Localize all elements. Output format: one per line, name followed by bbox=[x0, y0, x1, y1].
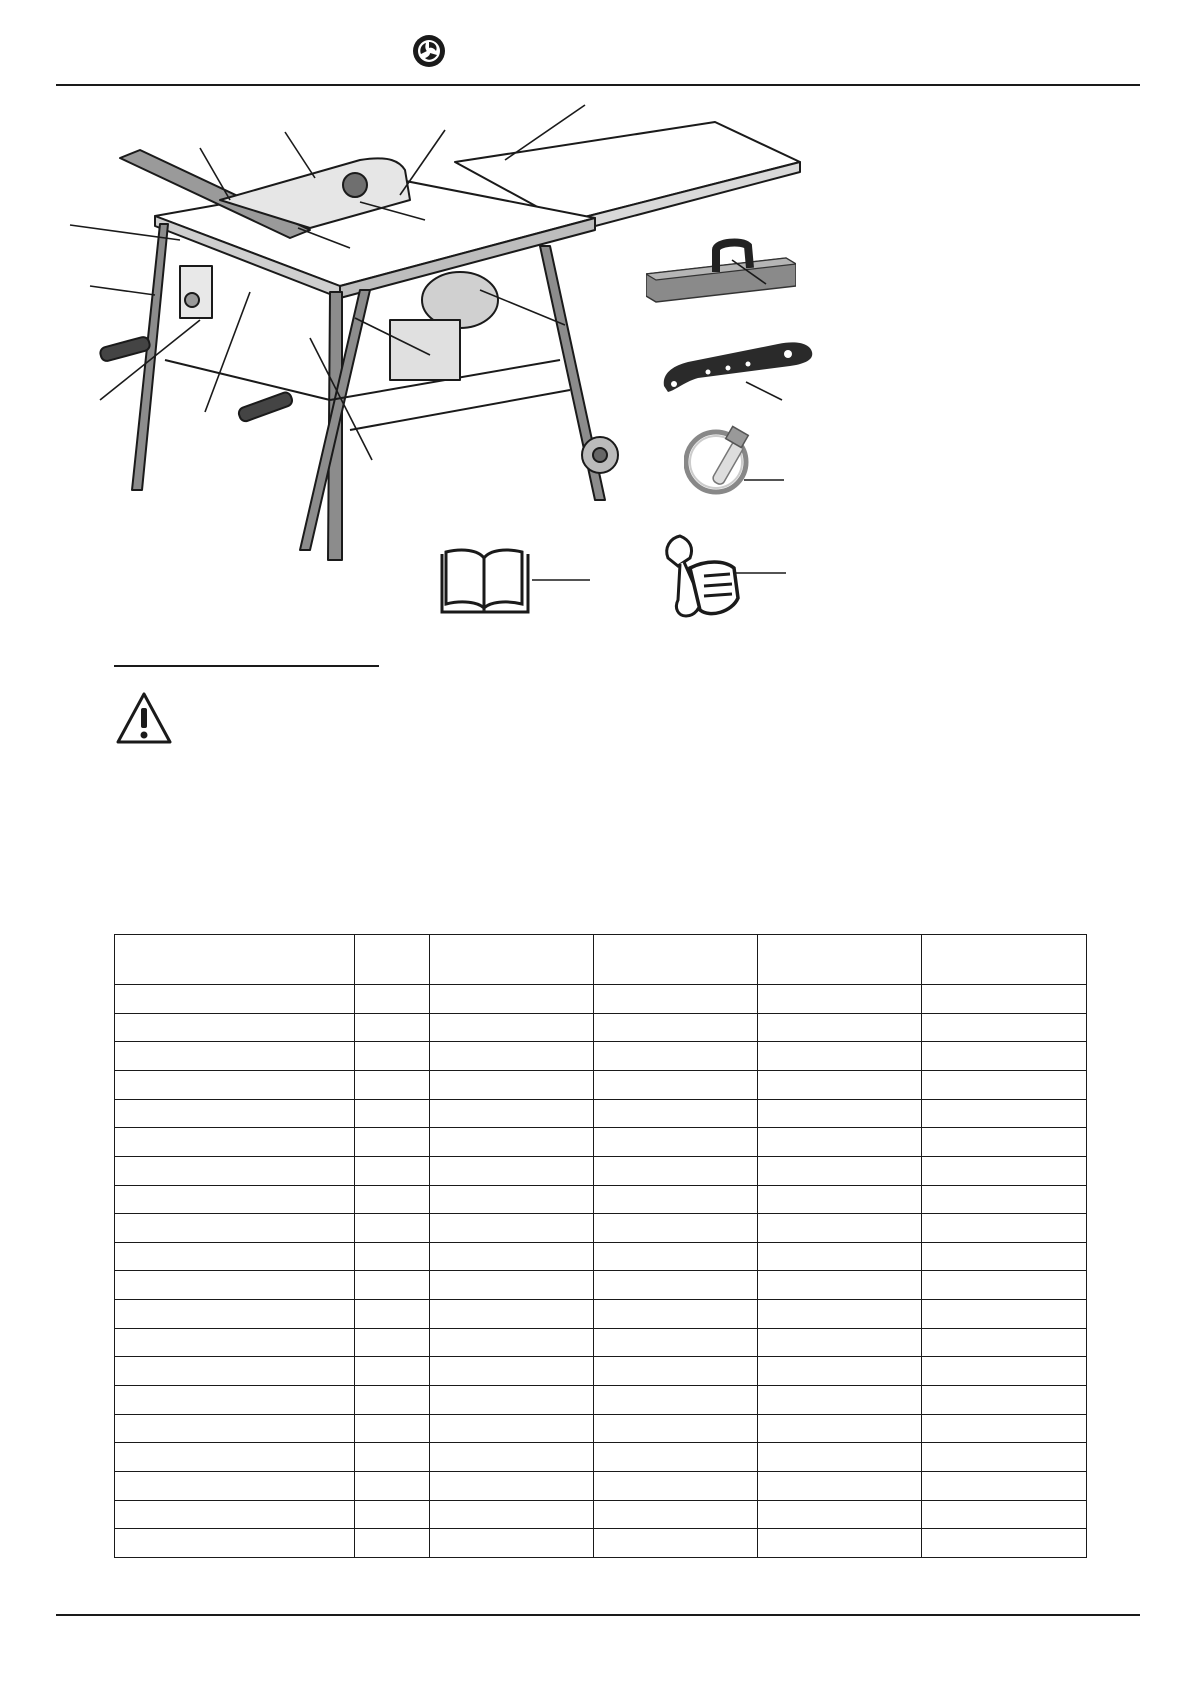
table-cell bbox=[355, 1271, 430, 1300]
table-header-cell bbox=[594, 935, 758, 985]
table-cell bbox=[115, 1443, 355, 1472]
table-cell bbox=[922, 1071, 1087, 1100]
table-cell bbox=[594, 1386, 758, 1415]
table-cell bbox=[594, 1471, 758, 1500]
section-heading-underline bbox=[114, 665, 379, 667]
header-divider bbox=[56, 84, 1140, 86]
table-cell bbox=[430, 1071, 594, 1100]
table-cell bbox=[430, 1443, 594, 1472]
table-row bbox=[115, 1357, 1087, 1386]
leg bbox=[132, 224, 168, 490]
table-cell bbox=[430, 985, 594, 1014]
table-cell bbox=[922, 1242, 1087, 1271]
table-cell bbox=[115, 1156, 355, 1185]
table-cell bbox=[922, 1013, 1087, 1042]
table-cell bbox=[758, 1328, 922, 1357]
table-cell bbox=[355, 1214, 430, 1243]
table-cell bbox=[922, 1328, 1087, 1357]
table-header-cell bbox=[115, 935, 355, 985]
table-cell bbox=[430, 1300, 594, 1329]
table-cell bbox=[594, 1071, 758, 1100]
table-cell bbox=[758, 1271, 922, 1300]
table-row bbox=[115, 1443, 1087, 1472]
table-cell bbox=[594, 1500, 758, 1529]
lock-pin-icon bbox=[684, 420, 794, 510]
table-cell bbox=[922, 1185, 1087, 1214]
table-cell bbox=[922, 1357, 1087, 1386]
table-cell bbox=[758, 985, 922, 1014]
spanner-hand-icon bbox=[660, 528, 795, 628]
table-cell bbox=[758, 1042, 922, 1071]
table-cell bbox=[430, 1042, 594, 1071]
page-header bbox=[0, 0, 1190, 90]
table-cell bbox=[594, 1357, 758, 1386]
table-cell bbox=[922, 1214, 1087, 1243]
table-cell bbox=[355, 1042, 430, 1071]
table-cell bbox=[430, 1529, 594, 1558]
table-cell bbox=[430, 1242, 594, 1271]
table-cell bbox=[355, 1500, 430, 1529]
table-cell bbox=[758, 1099, 922, 1128]
table-row bbox=[115, 1042, 1087, 1071]
table-cell bbox=[355, 1013, 430, 1042]
table-cell bbox=[758, 1071, 922, 1100]
table-cell bbox=[430, 1471, 594, 1500]
table-cell bbox=[758, 1185, 922, 1214]
table-cell bbox=[115, 1529, 355, 1558]
table-cell bbox=[355, 1328, 430, 1357]
table-cell bbox=[758, 1500, 922, 1529]
switch-box bbox=[180, 266, 212, 318]
specification-table bbox=[114, 934, 1087, 1558]
table-cell bbox=[115, 1328, 355, 1357]
table-cell bbox=[355, 1357, 430, 1386]
table-cell bbox=[355, 1300, 430, 1329]
push-block-icon bbox=[646, 238, 796, 304]
table-header-cell bbox=[922, 935, 1087, 985]
table-cell bbox=[355, 1128, 430, 1157]
table-cell bbox=[355, 1156, 430, 1185]
table-cell bbox=[922, 1300, 1087, 1329]
table-cell bbox=[922, 1500, 1087, 1529]
table-cell bbox=[115, 1386, 355, 1415]
table-cell bbox=[430, 1328, 594, 1357]
table-cell bbox=[758, 1529, 922, 1558]
table-row bbox=[115, 1500, 1087, 1529]
table-cell bbox=[758, 1471, 922, 1500]
table-cell bbox=[355, 1471, 430, 1500]
table-cell bbox=[115, 1471, 355, 1500]
table-cell bbox=[355, 1386, 430, 1415]
table-cell bbox=[922, 1386, 1087, 1415]
table-row bbox=[115, 1214, 1087, 1243]
table-cell bbox=[922, 1156, 1087, 1185]
table-cell bbox=[430, 1357, 594, 1386]
table-cell bbox=[594, 1529, 758, 1558]
table-row bbox=[115, 1071, 1087, 1100]
table-cell bbox=[594, 1042, 758, 1071]
table-cell bbox=[115, 1271, 355, 1300]
table-cell bbox=[594, 985, 758, 1014]
table-cell bbox=[430, 1013, 594, 1042]
table-cell bbox=[115, 1242, 355, 1271]
table-cell bbox=[758, 1443, 922, 1472]
table-cell bbox=[594, 1214, 758, 1243]
table-row bbox=[115, 1242, 1087, 1271]
table-cell bbox=[922, 1471, 1087, 1500]
table-cell bbox=[922, 1099, 1087, 1128]
table-row bbox=[115, 1386, 1087, 1415]
table-cell bbox=[758, 1214, 922, 1243]
table-cell bbox=[594, 1443, 758, 1472]
table-cell bbox=[594, 1242, 758, 1271]
table-cell bbox=[594, 1128, 758, 1157]
wrench-bar-icon bbox=[658, 334, 818, 408]
table-cell bbox=[758, 1414, 922, 1443]
table-cell bbox=[430, 1271, 594, 1300]
table-cell bbox=[115, 1414, 355, 1443]
table-cell bbox=[758, 1013, 922, 1042]
table-cell bbox=[115, 1357, 355, 1386]
table-cell bbox=[115, 1185, 355, 1214]
table-row bbox=[115, 1271, 1087, 1300]
table-cell bbox=[355, 1071, 430, 1100]
table-cell bbox=[430, 1156, 594, 1185]
table-row bbox=[115, 985, 1087, 1014]
table-row bbox=[115, 1013, 1087, 1042]
table-row bbox=[115, 1128, 1087, 1157]
table-cell bbox=[355, 1242, 430, 1271]
table-header-cell bbox=[758, 935, 922, 985]
table-cell bbox=[115, 1500, 355, 1529]
table-cell bbox=[758, 1300, 922, 1329]
table-cell bbox=[355, 1185, 430, 1214]
table-cell bbox=[115, 1128, 355, 1157]
handle bbox=[99, 336, 151, 362]
table-cell bbox=[355, 1414, 430, 1443]
handle bbox=[237, 391, 293, 423]
table-cell bbox=[115, 1099, 355, 1128]
table-cell bbox=[922, 1414, 1087, 1443]
manual-book-icon bbox=[438, 546, 594, 616]
table-cell bbox=[758, 1242, 922, 1271]
table-cell bbox=[594, 1300, 758, 1329]
table-cell bbox=[430, 1128, 594, 1157]
table-cell bbox=[115, 1300, 355, 1329]
table-row bbox=[115, 1471, 1087, 1500]
table-row bbox=[115, 1156, 1087, 1185]
brand-logo-icon bbox=[412, 34, 446, 68]
table-cell bbox=[430, 1185, 594, 1214]
table-row bbox=[115, 1185, 1087, 1214]
table-cell bbox=[594, 1099, 758, 1128]
table-row bbox=[115, 1099, 1087, 1128]
table-cell bbox=[430, 1500, 594, 1529]
table-cell bbox=[115, 1214, 355, 1243]
table-cell bbox=[430, 1214, 594, 1243]
table-cell bbox=[922, 1128, 1087, 1157]
table-cell bbox=[355, 1529, 430, 1558]
table-header-cell bbox=[430, 935, 594, 985]
table-cell bbox=[922, 985, 1087, 1014]
table-cell bbox=[115, 1013, 355, 1042]
table-cell bbox=[594, 1271, 758, 1300]
table-cell bbox=[758, 1156, 922, 1185]
table-cell bbox=[355, 1099, 430, 1128]
table-cell bbox=[922, 1271, 1087, 1300]
table-cell bbox=[355, 985, 430, 1014]
table-cell bbox=[115, 1071, 355, 1100]
table-header-row bbox=[115, 935, 1087, 985]
table-row bbox=[115, 1414, 1087, 1443]
table-row bbox=[115, 1529, 1087, 1558]
table-cell bbox=[758, 1357, 922, 1386]
table-cell bbox=[430, 1414, 594, 1443]
table-cell bbox=[115, 985, 355, 1014]
table-cell bbox=[594, 1156, 758, 1185]
table-cell bbox=[430, 1386, 594, 1415]
footer-divider bbox=[56, 1614, 1140, 1616]
table-cell bbox=[115, 1042, 355, 1071]
table-cell bbox=[922, 1443, 1087, 1472]
table-cell bbox=[758, 1128, 922, 1157]
table-cell bbox=[594, 1185, 758, 1214]
table-row bbox=[115, 1300, 1087, 1329]
warning-triangle-icon bbox=[114, 690, 174, 746]
table-cell bbox=[922, 1529, 1087, 1558]
table-header-cell bbox=[355, 935, 430, 985]
table-cell bbox=[430, 1099, 594, 1128]
table-row bbox=[115, 1328, 1087, 1357]
table-cell bbox=[758, 1386, 922, 1415]
table-cell bbox=[594, 1414, 758, 1443]
table-cell bbox=[922, 1042, 1087, 1071]
table-cell bbox=[594, 1013, 758, 1042]
table-cell bbox=[594, 1328, 758, 1357]
table-cell bbox=[355, 1443, 430, 1472]
